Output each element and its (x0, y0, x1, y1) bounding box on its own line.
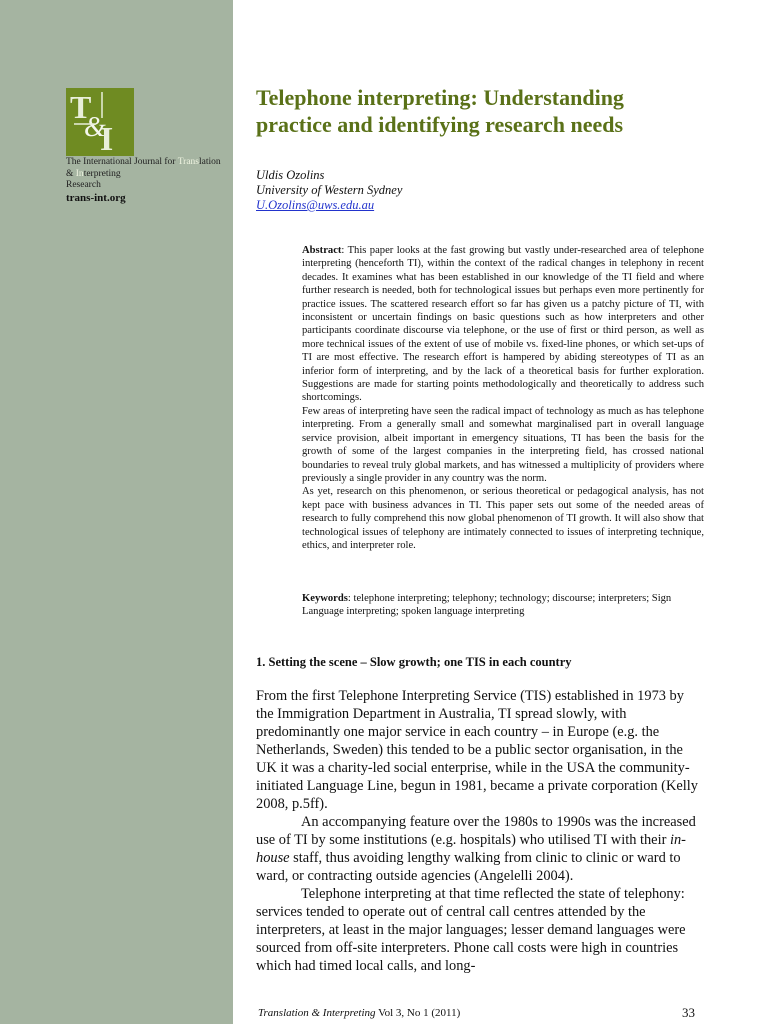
body-text (256, 687, 702, 975)
section-heading: 1. Setting the scene – Slow growth; one TIS in each country (256, 655, 572, 669)
svg-text:T: T (70, 89, 92, 125)
svg-text:I: I (100, 121, 114, 156)
author-email-link[interactable]: U.Ozolins@uws.edu.au (256, 198, 375, 212)
ti-logo-icon (66, 88, 134, 156)
journal-sidebar (0, 0, 233, 1024)
abstract-paragraph: Few areas of interpreting have seen the radical impact of technology as much as has telephone interpreting. From a generally small and somewhat marginalised part in overall language service provision, albeit important in emergency situations, TI has been the basis for the growth of some of the largest companies in the interpreting field, has crossed national boundaries to reveal truly global markets, and has witnessed a multiplicity of providers where previously a single provider in any country was the norm. (302, 405, 704, 484)
page-number: 33 (682, 1005, 695, 1020)
author-name: Uldis Ozolins (256, 168, 325, 182)
abstract-text: : This paper looks at the fast growing but vastly under-researched area of telephone interpreting (henceforth TI), within the context of the radical changes in telephony in recent decades. It examines what has been established in our knowledge of the TI field and where further research is needed, both for technological issues but perhaps even more pertinently for practice issues. The scattered research effort so far has given us a patchy picture of TI, with inconsistent or uncertain findings on basic questions such as how interpreters and other participants coordinate discourse via telephone, or the use of first or third person, as well as more technical issues of the extent of use of mobile vs. fixed-line phones, or which set-ups of TI are most effective. The research effort is hampered by abiding stereotypes of TI as an inferior form of interpreting, and by the lack of a theoretical basis for further exploration. Suggestions are made for starting points methodologically and theoretically to address such shortcomings. (302, 245, 704, 404)
journal-website[interactable]: trans-int.org (66, 192, 126, 204)
svg-text:&: & (84, 112, 106, 143)
abstract-label: Abstract (302, 245, 342, 256)
body-paragraph: From the first Telephone Interpreting Service (TIS) established in 1973 by the Immigration Department in Australia, TI spread slowly, with predominantly one major service in each country – in Europe (e.g. the Netherlands, Sweden) this tended to be a public sector organisation, in the UK it was a charity-led social enterprise, while in the USA the community-initiated Language Line, begun in 1981, became a private corporation (Kelly 2008, p.5ff). (256, 688, 698, 812)
body-paragraph: Telephone interpreting at that time reflected the state of telephony: services tended to operate out of central call centres attended by the interpreters, at least in the major languages; lesser demand languages were sourced from off-site interpreters. Phone call costs were high in countries which had timed local calls, and long- (256, 886, 686, 974)
page-footer (258, 1007, 460, 1019)
article-title: Telephone interpreting: Understanding practice and identifying research needs (256, 85, 624, 137)
author-block (256, 168, 402, 213)
author-affiliation: University of Western Sydney (256, 183, 403, 197)
keywords (302, 592, 704, 619)
journal-logo (66, 88, 134, 156)
keywords-label: Keywords (302, 593, 348, 604)
keywords-text: : telephone interpreting; telephony; technology; discourse; interpreters; Sign Language interpreting; spoken language interpreting (302, 593, 672, 618)
footer-journal: Translation & Interpreting (258, 1007, 376, 1019)
journal-name: The International Journal for Translation & Interpreting Research (66, 157, 221, 190)
abstract (302, 244, 704, 552)
abstract-paragraph: As yet, research on this phenomenon, or serious theoretical or pedagogical analysis, has not kept pace with business advances in TI. This paper sets out some of the needed areas of research to fully comprehend this now global phenomenon of TI growth. It will also show that technological issues of telephony are intimately connected to issues of interpreting technique, ethics, and interpreter role. (302, 486, 704, 551)
body-paragraph: An accompanying feature over the 1980s to 1990s was the increased use of TI by some institutions (e.g. hospitals) who utilised TI with their in-house staff, thus avoiding lengthy walking from clinic to clinic or ward to ward, or contracting outside agencies (Angelelli 2004). (256, 814, 696, 884)
footer-volume: Vol 3, No 1 (2011) (375, 1007, 461, 1019)
